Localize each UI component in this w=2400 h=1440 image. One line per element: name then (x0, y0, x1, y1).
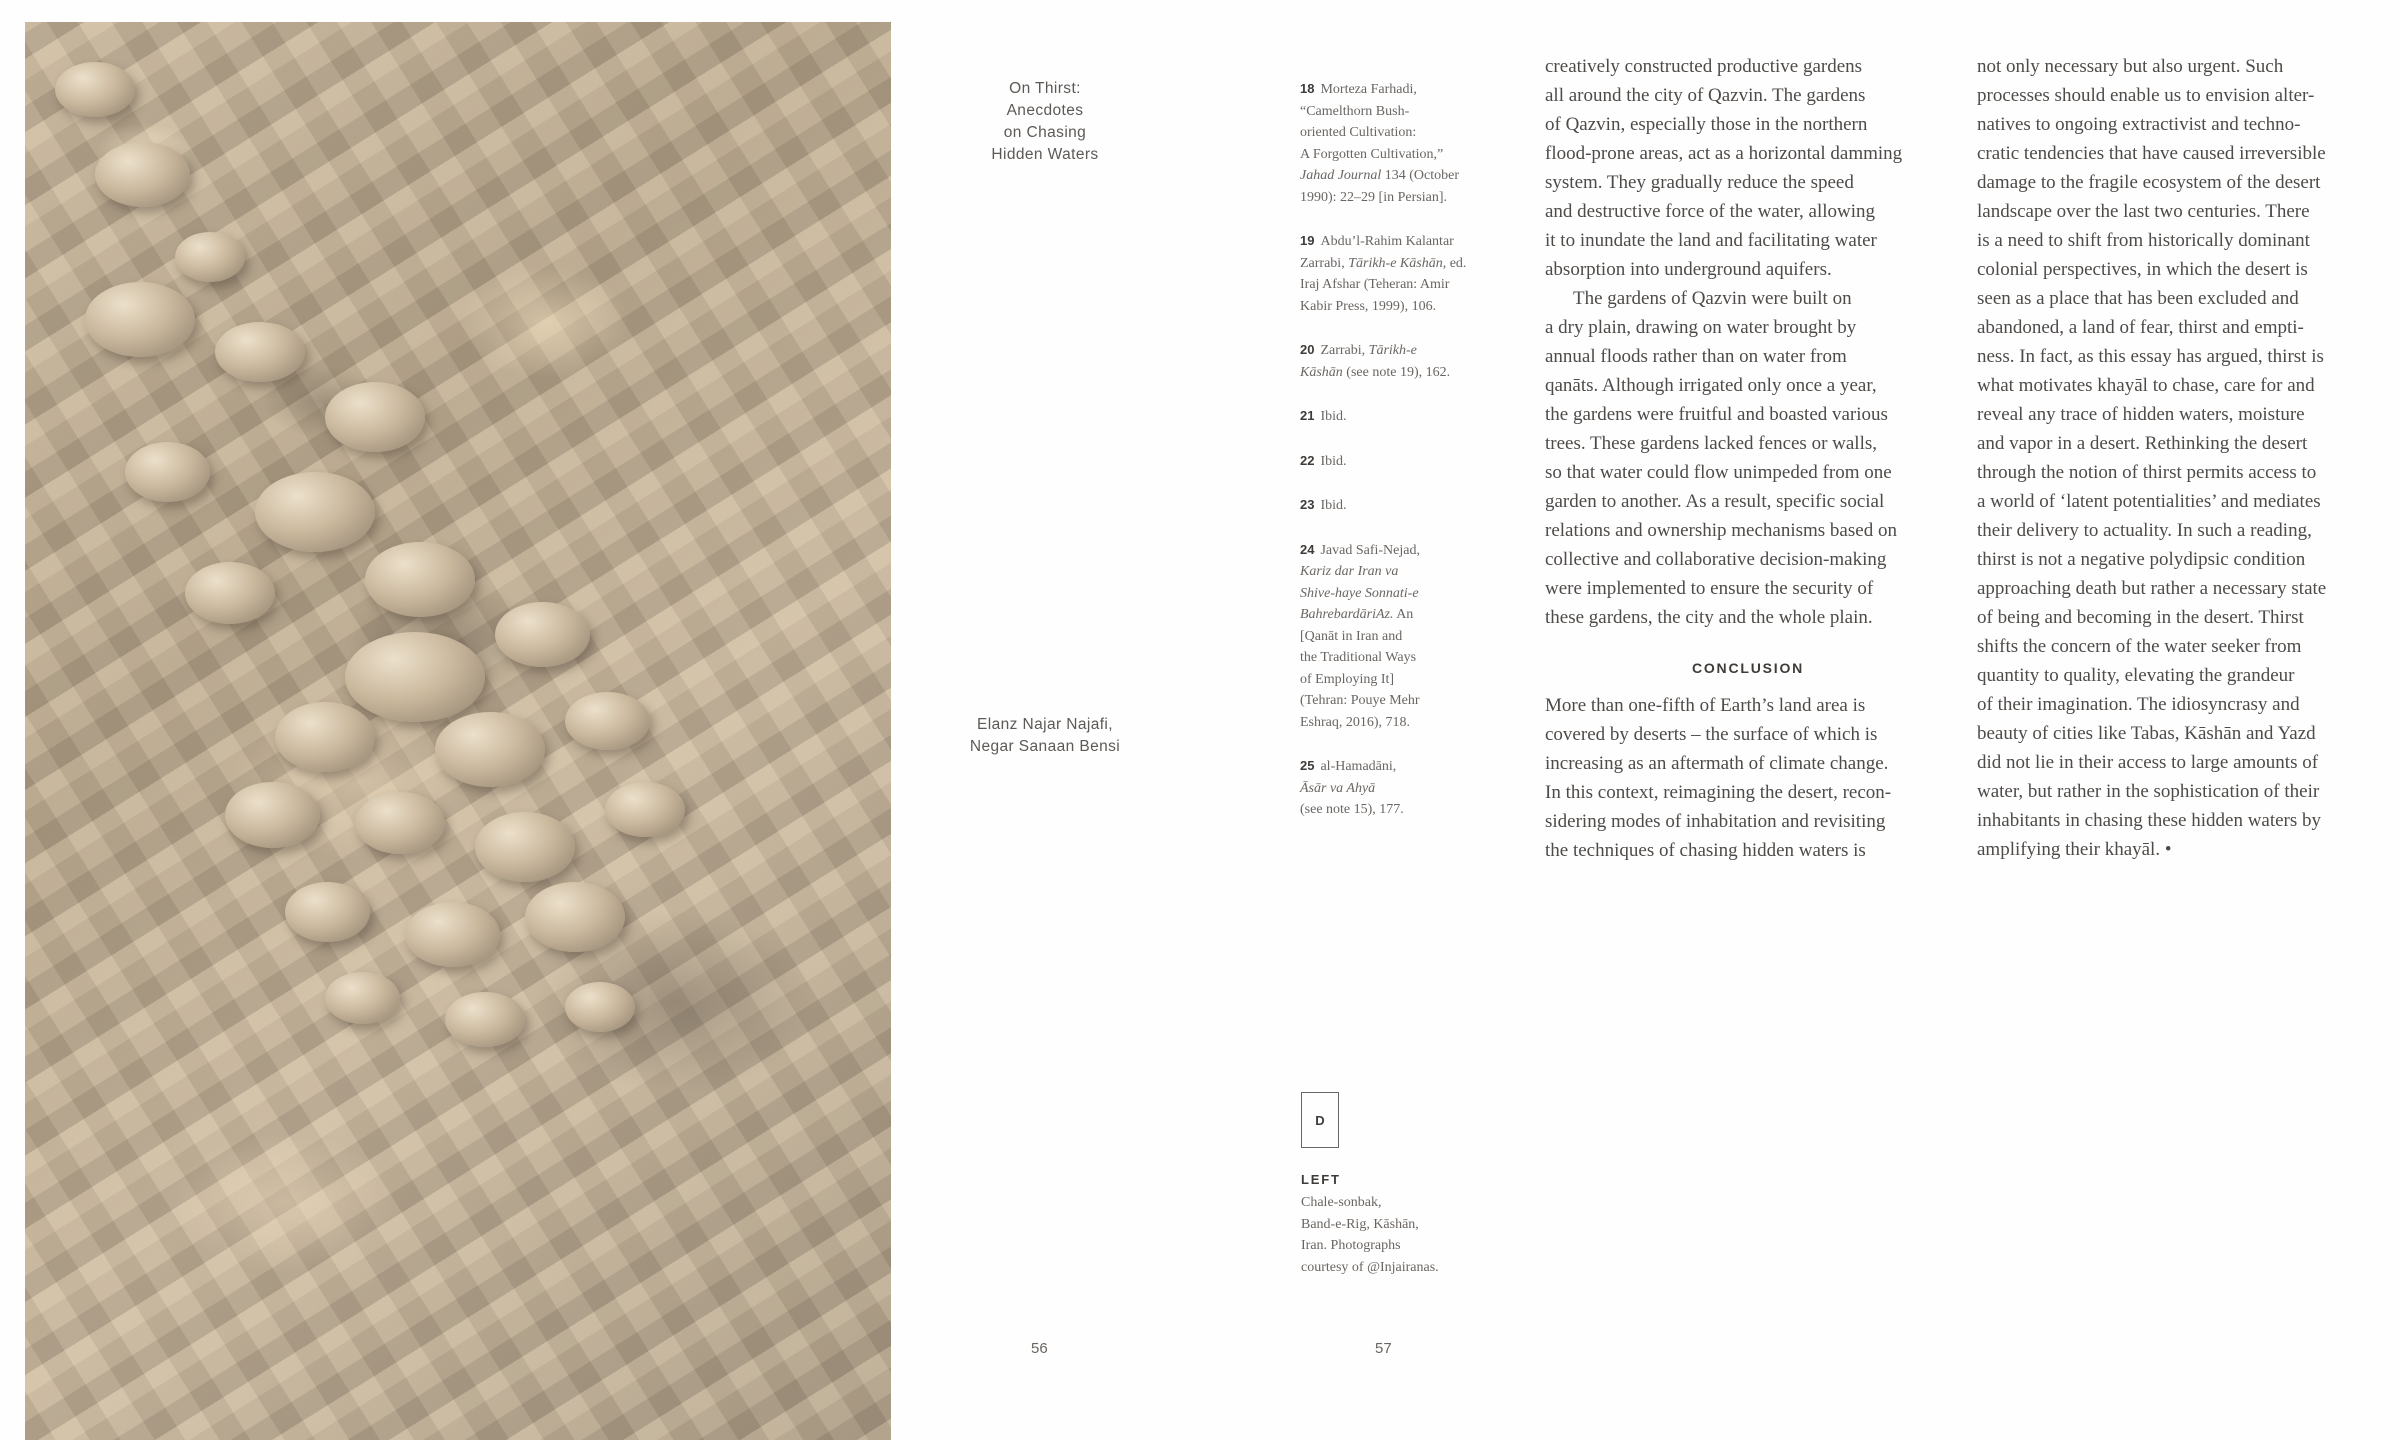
photo-mound (215, 322, 305, 382)
photo-mound (435, 712, 545, 787)
text-line: More than one-fifth of Earth’s land area is (1545, 695, 1866, 716)
photo-mound (85, 282, 195, 357)
footnote-number: 19 (1300, 233, 1315, 248)
text-line: approaching death but rather a necessary state (1977, 578, 2327, 599)
text-line: not only necessary but also urgent. Such (1977, 56, 2284, 77)
text-line: processes should enable us to envision alter- (1977, 85, 2315, 106)
body-paragraph (1977, 52, 2383, 864)
text-line: amplifying their khayāl. • (1977, 839, 2172, 860)
text-line: system. They gradually reduce the speed (1545, 172, 1854, 193)
author-line: Negar Sanaan Bensi (969, 738, 1121, 755)
footnote-text: Ibid. (1320, 498, 1347, 513)
text-line: cratic tendencies that have caused irreversible (1977, 143, 2326, 164)
photo-mound (125, 442, 210, 502)
text-line: beauty of cities like Tabas, Kāshān and Yazd (1977, 723, 2316, 744)
running-title-line: On Thirst: (1009, 80, 1081, 97)
photo-mound (565, 692, 650, 750)
footnote-text: (see note 15), 177. (1300, 802, 1404, 817)
photo-mound (445, 992, 525, 1047)
body-column-2 (1977, 52, 2383, 864)
text-line: were implemented to ensure the security of (1545, 578, 1874, 599)
text-line: through the notion of thirst permits access to (1977, 462, 2317, 483)
footnote (1300, 755, 1500, 821)
text-line: the gardens were fruitful and boasted various (1545, 404, 1888, 425)
caption-text: Chale-sonbak, Band-e-Rig, Kāshān, Iran. Photographs courtesy of @Injairanas. (1301, 1195, 1439, 1275)
text-line: and vapor in a desert. Rethinking the desert (1977, 433, 2308, 454)
text-line: garden to another. As a result, specific social (1545, 491, 1885, 512)
footnote-title: Tārikh-e Kāshān (1348, 255, 1443, 271)
footnote (1300, 405, 1500, 428)
photo-mound (405, 902, 500, 967)
text-line: natives to ongoing extractivist and techno- (1977, 114, 2301, 135)
footnote-number: 20 (1300, 342, 1315, 357)
running-title-line: on Chasing (1003, 124, 1087, 141)
text-line: what motivates khayāl to chase, care for and (1977, 375, 2315, 396)
text-line: abandoned, a land of fear, thirst and empti- (1977, 317, 2304, 338)
running-title-line: Hidden Waters (991, 146, 1099, 163)
text-line: of being and becoming in the desert. Thirst (1977, 607, 2304, 628)
text-line: quantity to quality, elevating the grandeur (1977, 665, 2295, 686)
footnote-text: Abdu’l-Rahim Kalantar Zarrabi, (1300, 234, 1454, 271)
text-line: and destructive force of the water, allowing (1545, 201, 1876, 222)
text-line: so that water could flow unimpeded from one (1545, 462, 1892, 483)
body-paragraph (1545, 284, 1951, 632)
body-column-1 (1545, 52, 1951, 865)
running-title (905, 78, 1185, 166)
photo-mound (95, 142, 190, 207)
footnote-text: (see note 19), 162. (1342, 364, 1451, 380)
footnote-text: al-Hamadāni, (1320, 759, 1397, 774)
text-line: trees. These gardens lacked fences or walls, (1545, 433, 1878, 454)
text-line: of Qazvin, especially those in the northern (1545, 114, 1868, 135)
photo-mound (605, 782, 685, 837)
body-paragraph (1545, 52, 1951, 284)
photo-mound (525, 882, 625, 952)
text-line: these gardens, the city and the whole plain. (1545, 607, 1873, 628)
text-line: increasing as an aftermath of climate change. (1545, 753, 1889, 774)
text-line: the techniques of chasing hidden waters is (1545, 840, 1866, 861)
photo-mound (275, 702, 375, 772)
footnote-text: Ibid. (1320, 453, 1347, 469)
section-heading: CONCLUSION (1691, 660, 1805, 676)
footnote-text: Zarrabi, (1320, 343, 1369, 358)
running-title-line: Anecdotes (1006, 102, 1084, 119)
text-line: sidering modes of inhabitation and revisiting (1545, 811, 1886, 832)
footnote (1300, 539, 1500, 734)
photo-mound (365, 542, 475, 617)
text-line: landscape over the last two centuries. There (1977, 201, 2310, 222)
text-line: collective and collaborative decision-making (1545, 549, 1887, 570)
footnote-title: Āsār va Ahyā (1300, 780, 1376, 796)
text-line: shifts the concern of the water seeker from (1977, 636, 2302, 657)
footnote-text: Morteza Farhadi, “Camelthorn Bush- oriented Cultivation: A Forgotten Cultivation,” (1300, 82, 1444, 162)
photo-mound (475, 812, 575, 882)
text-line: reveal any trace of hidden waters, moisture (1977, 404, 2305, 425)
text-line: qanāts. Although irrigated only once a year, (1545, 375, 1877, 396)
footnote-text: , ed. Iraj Afshar (Teheran: Amir Kabir Press, 1999), 106. (1300, 255, 1467, 314)
text-line: ness. In fact, as this essay has argued, thirst is (1977, 346, 2324, 367)
photo-mound (565, 982, 635, 1032)
footnote-title: Kariz dar Iran va Shive-haye Sonnati-e BahrebardāriAz. (1300, 564, 1419, 622)
page-number-left: 56 (1031, 1340, 1048, 1357)
photo-mound (325, 972, 400, 1024)
photo-mound (355, 792, 445, 854)
footnote-number: 18 (1300, 81, 1315, 96)
footnote (1300, 494, 1500, 517)
footnote-text: 134 (October 1990): 22–29 [in Persian]. (1300, 168, 1460, 205)
page-number-right: 57 (1375, 1340, 1392, 1357)
text-line: did not lie in their access to large amounts of (1977, 752, 2319, 773)
text-line: all around the city of Qazvin. The gardens (1545, 85, 1866, 106)
text-line: is a need to shift from historically dominant (1977, 230, 2310, 251)
text-line: relations and ownership mechanisms based on (1545, 520, 1897, 541)
author-line: Elanz Najar Najafi, (977, 716, 1113, 733)
footnote-number: 25 (1300, 758, 1315, 773)
photo-mound (55, 62, 135, 117)
photo-mound (345, 632, 485, 722)
photo-mound (325, 382, 425, 452)
footnote (1300, 339, 1500, 383)
caption-label: LEFT (1301, 1172, 1341, 1187)
footnote-number: 24 (1300, 541, 1315, 557)
footnote-title: Tārikh-e Kāshān (1300, 343, 1417, 380)
footnote-number: 23 (1300, 497, 1315, 512)
text-line: a dry plain, drawing on water brought by (1545, 317, 1857, 338)
photo-mound (285, 882, 370, 942)
text-line: their delivery to actuality. In such a reading, (1977, 520, 2312, 541)
text-line: annual floods rather than on water from (1545, 346, 1847, 367)
text-line: colonial perspectives, in which the desert is (1977, 259, 2308, 280)
text-line: creatively constructed productive gardens (1545, 56, 1863, 77)
text-line: of their imagination. The idiosyncrasy and (1977, 694, 2300, 715)
text-line: covered by deserts – the surface of which is (1545, 724, 1878, 745)
text-line: The gardens of Qazvin were built on (1573, 288, 1852, 309)
footnote-text: An [Qanāt in Iran and the Traditional Ways of Employing It] (Tehran: Pouye Mehr Eshraq, 2016), 718. (1300, 607, 1420, 730)
footnote-text: Ibid. (1320, 409, 1347, 424)
body-paragraph (1545, 691, 1951, 865)
footnote-title: Jahad Journal (1300, 168, 1382, 183)
text-line: damage to the fragile ecosystem of the desert (1977, 172, 2321, 193)
text-line: absorption into underground aquifers. (1545, 259, 1832, 280)
text-line: In this context, reimagining the desert, recon- (1545, 782, 1892, 803)
footnote-text: Javad Safi-Nejad, (1320, 542, 1420, 558)
footnotes (1300, 78, 1500, 843)
photo-mound (255, 472, 375, 552)
footnote (1300, 230, 1500, 317)
text-line: a world of ‘latent potentialities’ and mediates (1977, 491, 2321, 512)
photo-mound (185, 562, 275, 624)
aerial-desert-photo (25, 22, 891, 1440)
text-line: seen as a place that has been excluded and (1977, 288, 2299, 309)
footnote (1300, 78, 1500, 208)
photo-mound (175, 232, 245, 282)
text-line: inhabitants in chasing these hidden waters by (1977, 810, 2322, 831)
author-names (905, 714, 1185, 758)
text-line: water, but rather in the sophistication of their (1977, 781, 2320, 802)
footnote-number: 21 (1300, 408, 1315, 423)
footnote-number: 22 (1300, 452, 1315, 468)
footnote (1300, 450, 1500, 473)
photo-mound (225, 782, 320, 848)
text-line: flood-prone areas, act as a horizontal damming (1545, 143, 1903, 164)
text-line: thirst is not a negative polydipsic condition (1977, 549, 2306, 570)
text-line: it to inundate the land and facilitating water (1545, 230, 1877, 251)
figure-letter-box: D (1301, 1092, 1339, 1148)
photo-mound (495, 602, 590, 667)
